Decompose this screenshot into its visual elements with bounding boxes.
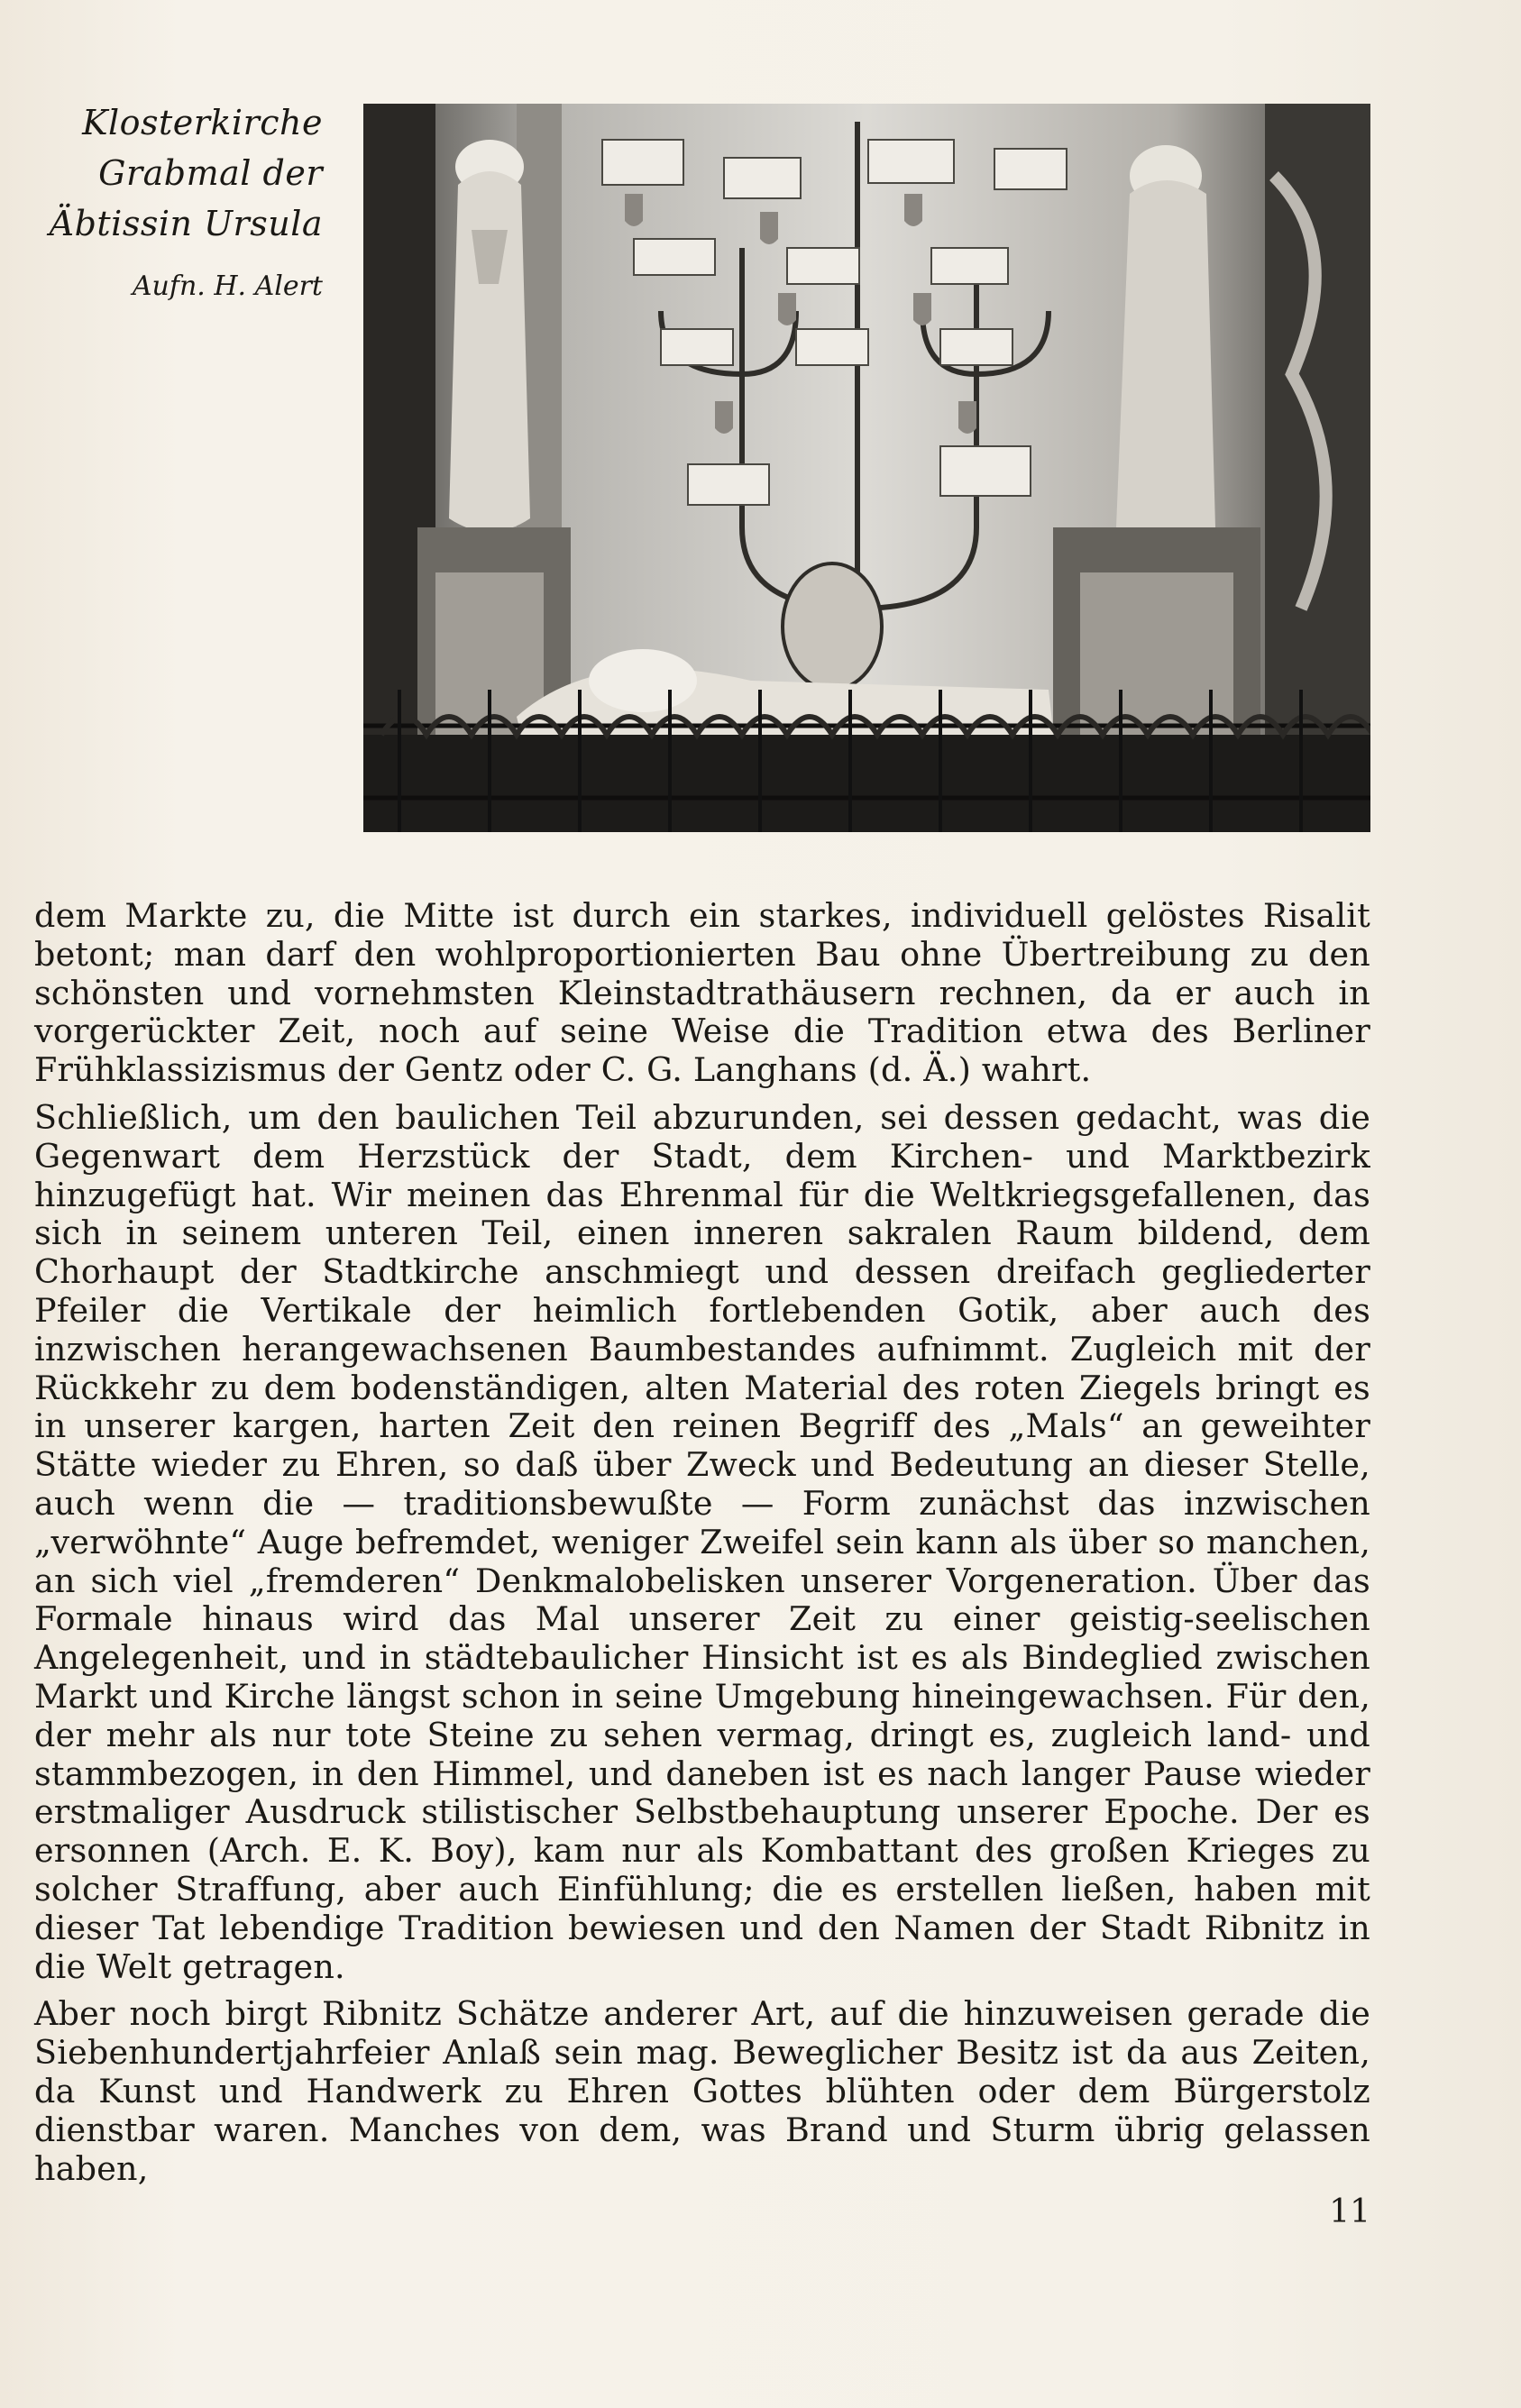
caption-line: Klosterkirche xyxy=(82,103,323,142)
photo-illustration xyxy=(363,104,1370,832)
paragraph: Schließlich, um den baulichen Teil abzurunden, sei dessen gedacht, was die Gegenwart dem Herzstück der Stadt, dem Kirchen- und Marktbezirk hinzugefügt hat. Wir meinen das Ehrenmal für die Weltkriegsgefallenen, das sich in seinem unteren Teil, einen inneren sakralen Raum bildend, dem Chorhaupt der Stadtkirche anschmiegt und dessen dreifach gegliederter Pfeiler die Vertikale der heimlich fortlebenden Gotik, aber auch des inzwischen herangewachsenen Baumbestandes aufnimmt. Zugleich mit der Rückkehr zu dem bodenständigen, alten Material des roten Ziegels bringt es in unserer kargen, harten Zeit den reinen Begriff des „Mals“ an geweihter Stätte wieder zu Ehren, so daß über Zweck und Bedeutung an dieser Stelle, auch wenn die — traditionsbewußte — Form zunächst das inzwischen „verwöhnte“ Auge befremdet, weniger Zweifel sein kann als über so manchen, an sich viel „fremderen“ Denkmalobelisken unserer Vorgeneration. Über das Formale hinaus wird das Mal unserer Zeit zu einer geistig-seelischen Angelegenheit, und in städtebaulicher Hinsicht ist es als Bindeglied zwischen Markt und Kirche längst schon in seine Umgebung hineingewachsen. Für den, der mehr als nur tote Steine zu sehen vermag, dringt es, zugleich land- und stammbezogen, in den Himmel, und daneben ist es nach langer Pause wieder erstmaliger Ausdruck stilistischer Selbstbehauptung unserer Epoche. Der es ersonnen (Arch. E. K. Boy), kam nur als Kombattant des großen Krieges zu solcher Straffung, aber auch Einfühlung; die es erstellen ließen, haben mit dieser Tat lebendige Tradition bewiesen und den Namen der Stadt Ribnitz in die Welt getragen. xyxy=(34,1097,1370,1986)
caption-line: Grabmal der xyxy=(98,153,323,193)
paragraph: dem Markte zu, die Mitte ist durch ein starkes, individuell gelöstes Risalit betont; man darf den wohlproportionierten Bau ohne Übertreibung zu den schönsten und vornehmsten Kleinstadtrathäusern rechnen, da er auch in vorgerückter Zeit, noch auf seine Weise die Tradition etwa des Berliner Frühklassizismus der Gentz oder C. G. Langhans (d. Ä.) wahrt. xyxy=(34,896,1370,1090)
photo-credit: Aufn. H. Alert xyxy=(132,270,323,302)
body-text xyxy=(34,897,1370,2197)
caption-line: Äbtissin Ursula xyxy=(49,204,323,243)
tomb-photograph xyxy=(363,104,1370,832)
paragraph: Aber noch birgt Ribnitz Schätze anderer Art, auf die hinzuweisen gerade die Siebenhundertjahrfeier Anlaß sein mag. Beweglicher Besitz ist da aus Zeiten, da Kunst und Handwerk zu Ehren Gottes blühten oder dem Bürgerstolz dienstbar waren. Manches von dem, was Brand und Sturm übrig gelassen haben, xyxy=(34,1994,1370,2188)
page-number: 11 xyxy=(1329,2193,1370,2230)
photo-caption xyxy=(34,97,323,307)
